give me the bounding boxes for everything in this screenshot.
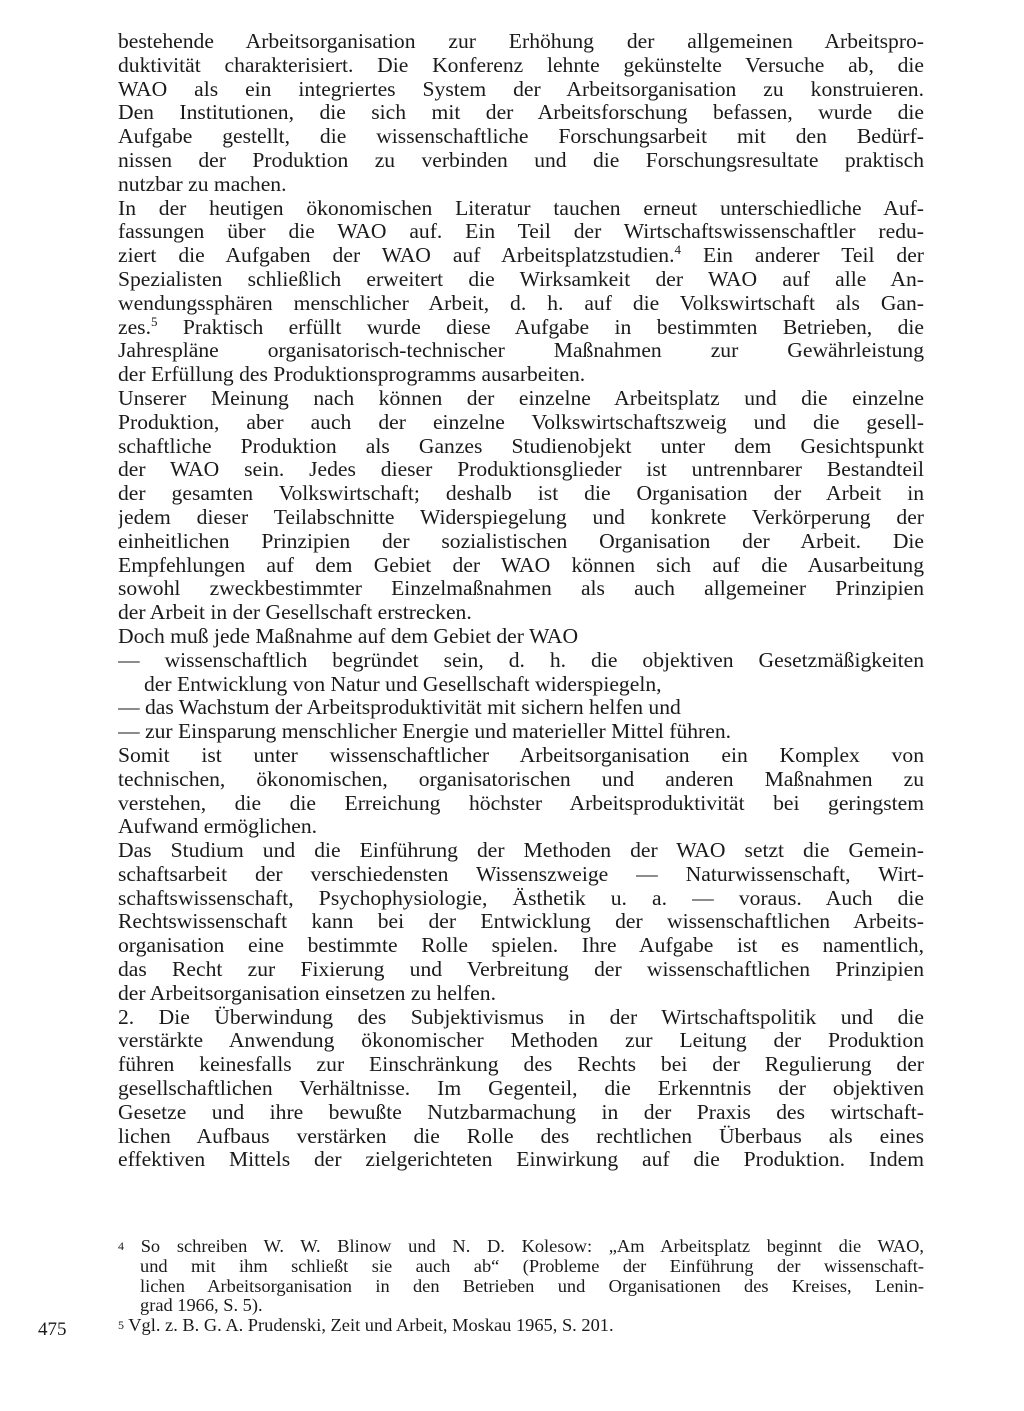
text-line: Jahrespläne organisatorisch-technischer Maßnahmen zur Gewährleistung (118, 339, 924, 363)
text-line: Aufwand ermöglichen. (118, 815, 318, 839)
text-line-with-footnote (118, 244, 924, 268)
text-line: verstehen, die die Erreichung höchster Arbeitsproduktivität bei geringstem (118, 791, 924, 815)
text-fragment: Ein anderer Teil der (702, 244, 924, 268)
text-line: jedem dieser Teilabschnitte Widerspiegelung und konkrete Verkörperung der (118, 505, 924, 529)
text-line: schaftswissenschaft, Psychophysiologie, Ästhetik u. a. — voraus. Auch die (118, 886, 924, 910)
footnote-reference: 5 (150, 315, 158, 329)
text-line: nutzbar zu machen. (118, 172, 287, 196)
text-line: organisation eine bestimmte Rolle spielen. Ihre Aufgabe ist es namentlich, (118, 934, 924, 958)
footnote-text: grad 1966, S. 5). (140, 1296, 263, 1316)
text-line: verstärkte Anwendung ökonomischer Methoden zur Leitung der Produktion (118, 1029, 924, 1053)
text-line: Den Institutionen, die sich mit der Arbeitsforschung befassen, wurde die (118, 101, 924, 125)
footnote-marker: 4 (118, 1239, 124, 1253)
text-line: fassungen über die WAO auf. Ein Teil der Wirtschaftswissenschaftler redu- (118, 220, 924, 244)
text-line: nissen der Produktion zu verbinden und die Forschungsresultate praktisch (118, 148, 924, 172)
text-line: Das Studium und die Einführung der Methoden der WAO setzt die Gemein- (118, 839, 924, 863)
text-line: schaftsarbeit der verschiedensten Wissenszweige — Naturwissenschaft, Wirt- (118, 862, 924, 886)
text-line: gesellschaftlichen Verhältnisse. Im Gegenteil, die Erkenntnis der objektiven (118, 1077, 924, 1101)
text-line: Gesetze und ihre bewußte Nutzbarmachung in der Praxis des wirtschaft- (118, 1100, 924, 1124)
footnote-text: lichen Arbeitsorganisation in den Betrieben und Organisationen des Kreises, Lenin- (140, 1276, 924, 1296)
list-item: — wissenschaftlich begründet sein, d. h. die objektiven Gesetzmäßigkeiten (118, 648, 924, 672)
text-line-with-footnote (118, 316, 924, 340)
text-line: führen keinesfalls zur Einschränkung des Rechts bei der Regulierung der (118, 1053, 924, 1077)
footnote-text: So schreiben W. W. Blinow und N. D. Kolesow: „Am Arbeitsplatz beginnt die WAO, (140, 1237, 924, 1256)
footnote-4 (118, 1237, 924, 1257)
text-line: der Erfüllung des Produktionsprogramms ausarbeiten. (118, 363, 586, 387)
text-line: schaftliche Produktion als Ganzes Studienobjekt unter dem Gesichtspunkt (118, 434, 924, 458)
text-fragment: zes. (118, 315, 151, 339)
text-line: das Recht zur Fixierung und Verbreitung der wissenschaftlichen Prinzipien (118, 958, 924, 982)
footnotes (118, 1237, 924, 1336)
text-line: der Arbeit in der Gesellschaft erstrecken. (118, 601, 472, 625)
text-line: In der heutigen ökonomischen Literatur tauchen erneut unterschiedliche Auf- (118, 196, 924, 220)
text-line: Unserer Meinung nach können der einzelne Arbeitsplatz und die einzelne (118, 386, 924, 410)
footnote-5 (118, 1316, 924, 1336)
text-line: der Arbeitsorganisation einsetzen zu helfen. (118, 981, 496, 1005)
text-line: 2. Die Überwindung des Subjektivismus in der Wirtschaftspolitik und die (118, 1005, 924, 1029)
text-line: lichen Aufbaus verstärken die Rolle des rechtlichen Überbaus als eines (118, 1124, 924, 1148)
text-fragment: ziert die Aufgaben der WAO auf Arbeitsplatzstudien. (118, 244, 675, 268)
main-text (118, 30, 924, 1172)
text-line: bestehende Arbeitsorganisation zur Erhöhung der allgemeinen Arbeitspro- (118, 30, 924, 53)
text-line: Spezialisten schließlich erweitert die Wirksamkeit der WAO auf alle An- (118, 267, 924, 291)
text-line: duktivität charakterisiert. Die Konferenz lehnte gekünstelte Versuche ab, die (118, 53, 924, 77)
text-line: Rechtswissenschaft kann bei der Entwicklung der wissenschaftlichen Arbeits- (118, 910, 924, 934)
list-item-continuation: der Entwicklung von Natur und Gesellschaft widerspiegeln, (144, 672, 662, 696)
footnote-text: und mit ihm schließt sie auch ab“ (Probleme der Einführung der wissenschaft- (140, 1256, 924, 1276)
text-fragment: Praktisch erfüllt wurde diese Aufgabe in bestimmten Betrieben, die (182, 315, 924, 339)
page-number: 475 (38, 1319, 67, 1340)
text-line: der gesamten Volkswirtschaft; deshalb ist die Organisation der Arbeit in (118, 482, 924, 506)
text-line: Aufgabe gestellt, die wissenschaftliche Forschungsarbeit mit den Bedürf- (118, 125, 924, 149)
text-line: WAO als ein integriertes System der Arbeitsorganisation zu konstruieren. (118, 77, 924, 101)
list-item: — zur Einsparung menschlicher Energie und materieller Mittel führen. (118, 720, 732, 744)
text-line: sowohl zweckbestimmter Einzelmaßnahmen als auch allgemeiner Prinzipien (118, 577, 924, 601)
text-line: effektiven Mittels der zielgerichteten Einwirkung auf die Produktion. Indem (118, 1148, 924, 1172)
footnote-reference: 4 (674, 244, 681, 258)
text-line: Doch muß jede Maßnahme auf dem Gebiet der WAO (118, 624, 579, 648)
text-line: einheitlichen Prinzipien der sozialistischen Organisation der Arbeit. Die (118, 529, 924, 553)
text-line: technischen, ökonomischen, organisatorischen und anderen Maßnahmen zu (118, 767, 924, 791)
text-line: der WAO sein. Jedes dieser Produktionsglieder ist untrennbarer Bestandteil (118, 458, 924, 482)
text-line: Somit ist unter wissenschaftlicher Arbeitsorganisation ein Komplex von (118, 743, 924, 767)
text-line: Produktion, aber auch der einzelne Volkswirtschaftszweig und die gesell- (118, 410, 924, 434)
text-line: wendungssphären menschlicher Arbeit, d. h. auf die Volkswirtschaft als Gan- (118, 291, 924, 315)
footnote-text: Vgl. z. B. G. A. Prudenski, Zeit und Arbeit, Moskau 1965, S. 201. (128, 1316, 614, 1336)
text-line: Empfehlungen auf dem Gebiet der WAO können sich auf die Ausarbeitung (118, 553, 924, 577)
list-item: — das Wachstum der Arbeitsproduktivität mit sichern helfen und (118, 696, 681, 720)
footnote-marker: 5 (118, 1318, 124, 1333)
